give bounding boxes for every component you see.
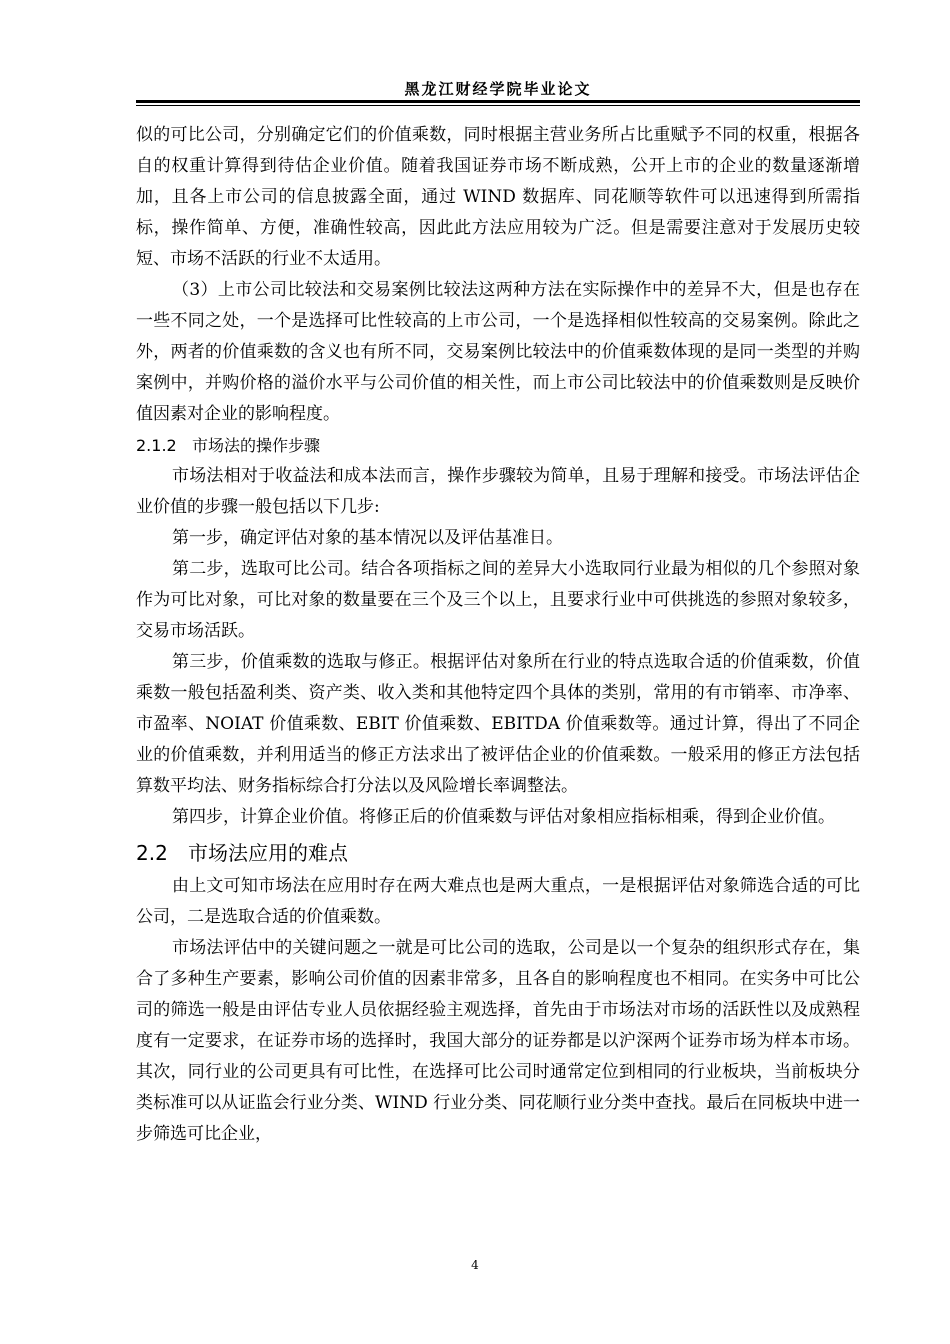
section-title: 市场法应用的难点 [188,841,348,865]
paragraph-comparison: （3）上市公司比较法和交易案例比较法这两种方法在实际操作中的差异不大，但是也存在一些不同之处，一个是选择可比性较高的上市公司，一个是选择相似性较高的交易案例。除此之外，两者的价值乘数的含义也有所不同，交易案例比较法中的价值乘数体现的是同一类型的并购案例中，并购价格的溢价水平与公司价值的相关性，而上市公司比较法中的价值乘数则是反映价值因素对企业的影响程度。 [136,280,860,424]
section-number: 2.1.2 [136,436,177,455]
header-rule-thin [136,105,860,106]
paragraph-continued: 似的可比公司，分别确定它们的价值乘数，同时根据主营业务所占比重赋予不同的权重，根据各自的权重计算得到待估企业价值。随着我国证券市场不断成熟，公开上市的企业的数量逐渐增加，且各上市公司的信息披露全面，通过 WIND 数据库、同花顺等软件可以迅速得到所需指标，操作简单、方便，准确性较高，因此此方法应用较为广泛。但是需要注意对于发展历史较短、市场不活跃的行业不太适用。 [136,125,860,269]
page-number: 4 [471,1258,479,1272]
header-rule-thick [136,100,860,103]
section-number: 2.2 [136,841,168,865]
section-heading-2-1-2 [136,430,860,461]
paragraph-difficulties-intro: 由上文可知市场法在应用时存在两大难点也是两大重点，一是根据评估对象筛选合适的可比公司，二是选取合适的价值乘数。 [136,876,860,927]
paragraph-step-four: 第四步，计算企业价值。将修正后的价值乘数与评估对象相应指标相乘，得到企业价值。 [172,807,835,827]
paragraph-step-two: 第二步，选取可比公司。结合各项指标之间的差异大小选取同行业最为相似的几个参照对象作为可比对象，可比对象的数量要在三个及三个以上，且要求行业中可供挑选的参照对象较多，交易市场活跃。 [136,559,860,641]
section-heading-2-2 [136,835,860,871]
page-header-title: 黑龙江财经学院毕业论文 [404,80,592,98]
paragraph-step-three: 第三步，价值乘数的选取与修正。根据评估对象所在行业的特点选取合适的价值乘数，价值乘数一般包括盈利类、资产类、收入类和其他特定四个具体的类别，常用的有市销率、市净率、市盈率、NOIAT 价值乘数、EBIT 价值乘数、EBITDA 价值乘数等。通过计算，得出了不同企业的价值乘数，并利用适当的修正方法求出了被评估企业的价值乘数。一般采用的修正方法包括算数平均法、财务指标综合打分法以及风险增长率调整法。 [136,652,860,796]
paragraph-steps-intro: 市场法相对于收益法和成本法而言，操作步骤较为简单，且易于理解和接受。市场法评估企业价值的步骤一般包括以下几步: [136,466,860,517]
paragraph-step-one: 第一步，确定评估对象的基本情况以及评估基准日。 [172,528,563,548]
document-body [136,120,860,1150]
section-title: 市场法的操作步骤 [192,436,321,455]
paragraph-comparable-selection: 市场法评估中的关键问题之一就是可比公司的选取，公司是以一个复杂的组织形式存在，集合了多种生产要素，影响公司价值的因素非常多，且各自的影响程度也不相同。在实务中可比公司的筛选一般是由评估专业人员依据经验主观选择，首先由于市场法对市场的活跃性以及成熟程度有一定要求，在证券市场的选择时，我国大部分的证券都是以沪深两个证券市场为样本市场。其次，同行业的公司更具有可比性，在选择可比公司时通常定位到相同的行业板块，当前板块分类标准可以从证监会行业分类、WIND 行业分类、同花顺行业分类中查找。最后在同板块中进一步筛选可比企业， [136,938,860,1144]
